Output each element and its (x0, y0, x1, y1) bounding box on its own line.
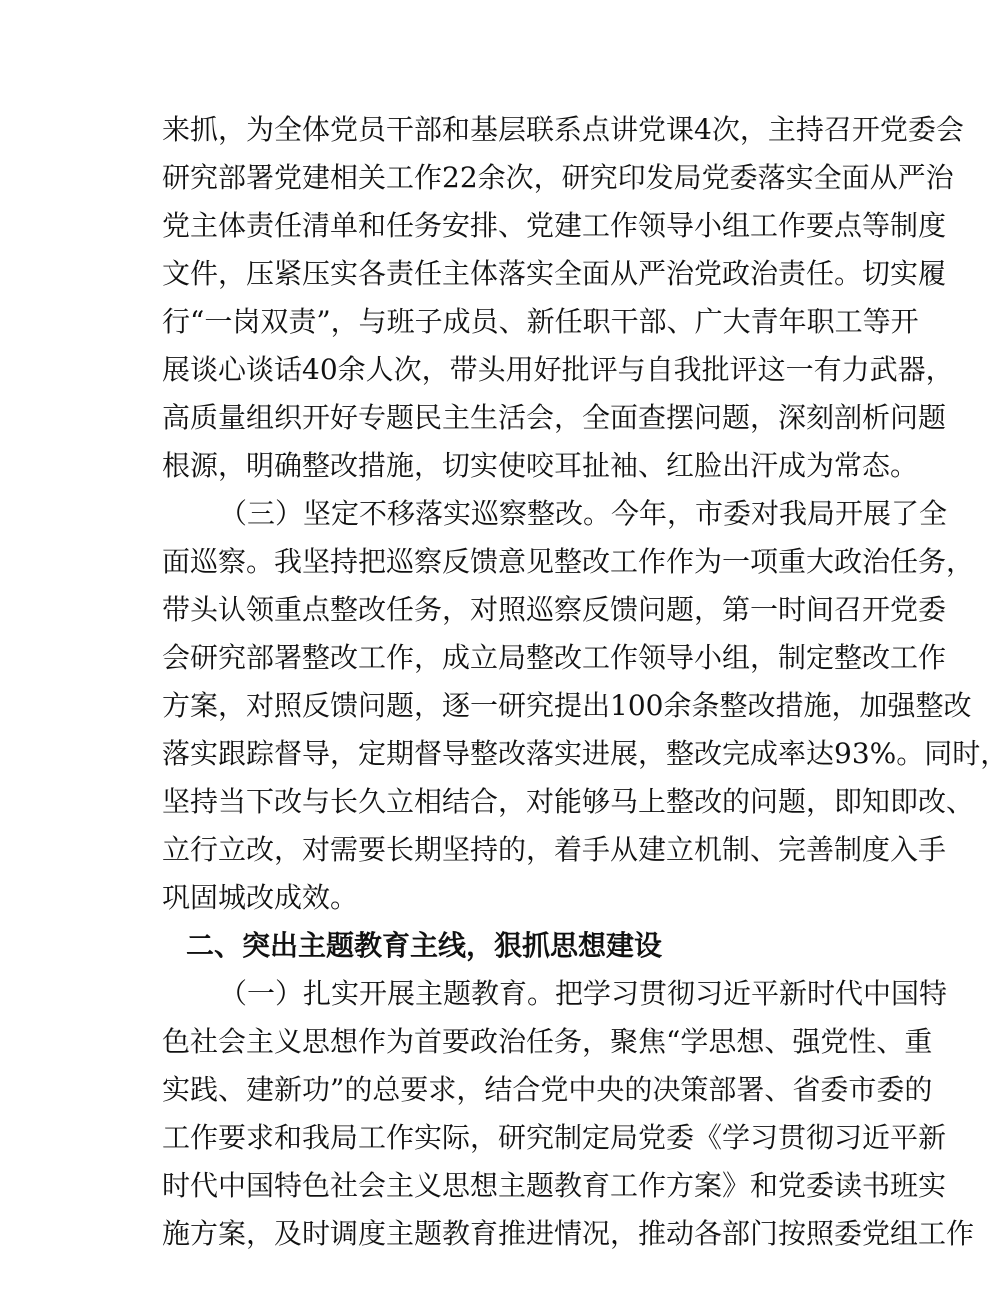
paragraph-line: 根源，明确整改措施，切实使咬耳扯袖、红脸出汗成为常态。 (162, 449, 919, 482)
paragraph-line: 实践、建新功”的总要求，结合党中央的决策部署、省委市委的 (162, 1073, 933, 1106)
paragraph-line: 会研究部署整改工作，成立局整改工作领导小组，制定整改工作 (162, 641, 947, 674)
paragraph-line: 面巡察。我坚持把巡察反馈意见整改工作作为一项重大政治任务， (162, 545, 975, 578)
paragraph-line: 来抓，为全体党员干部和基层联系点讲党课4次，主持召开党委会 (162, 113, 964, 146)
paragraph-line: 研究部署党建相关工作22余次，研究印发局党委落实全面从严治 (162, 161, 954, 194)
paragraph-line: 方案，对照反馈问题，逐一研究提出100余条整改措施，加强整改 (162, 689, 972, 722)
paragraph-line: （一）扎实开展主题教育。把学习贯彻习近平新时代中国特 (219, 977, 948, 1010)
paragraph-line: 落实跟踪督导，定期督导整改落实进展，整改完成率达93%。同时， (162, 737, 1008, 770)
paragraph-line: 高质量组织开好专题民主生活会，全面查摆问题，深刻剖析问题 (162, 401, 947, 434)
section-heading: 二、突出主题教育主线，狠抓思想建设 (186, 929, 663, 962)
paragraph-line: 巩固城改成效。 (162, 881, 359, 914)
paragraph-line: （三）坚定不移落实巡察整改。今年，市委对我局开展了全 (219, 497, 948, 530)
paragraph-line: 展谈心谈话40余人次，带头用好批评与自我批评这一有力武器， (162, 353, 954, 386)
paragraph-line: 带头认领重点整改任务，对照巡察反馈问题，第一时间召开党委 (162, 593, 947, 626)
paragraph-line: 坚持当下改与长久立相结合，对能够马上整改的问题，即知即改、 (162, 785, 975, 818)
paragraph-line: 文件，压紧压实各责任主体落实全面从严治党政治责任。切实履 (162, 257, 947, 290)
paragraph-line: 施方案，及时调度主题教育推进情况，推动各部门按照委党组工作 (162, 1217, 975, 1250)
paragraph-line: 党主体责任清单和任务安排、党建工作领导小组工作要点等制度 (162, 209, 947, 242)
paragraph-line: 立行立改，对需要长期坚持的，着手从建立机制、完善制度入手 (162, 833, 947, 866)
paragraph-line: 行“一岗双责”，与班子成员、新任职干部、广大青年职工等开 (162, 305, 919, 338)
paragraph-line: 时代中国特色社会主义思想主题教育工作方案》和党委读书班实 (162, 1169, 947, 1202)
paragraph-line: 工作要求和我局工作实际，研究制定局党委《学习贯彻习近平新 (162, 1121, 947, 1154)
paragraph-line: 色社会主义思想作为首要政治任务，聚焦“学思想、强党性、重 (162, 1025, 933, 1058)
